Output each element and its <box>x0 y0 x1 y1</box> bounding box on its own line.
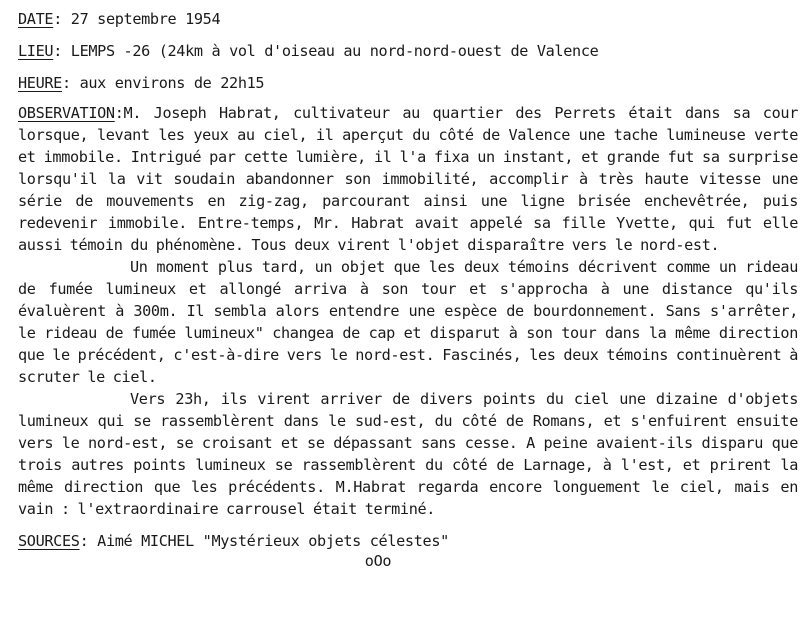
date-line: DATE: 27 septembre 1954 <box>18 10 221 28</box>
observation-text-1: M. Joseph Habrat, cultivateur au quartier des Perrets était dans sa cour lorsque, levant les yeux au ciel, il aperçut du côté de Valence une tache lumineuse verte et immobile. Intrigué par cette lumière, il l'a fixa un instant, et grande fut sa surprise lorsqu'il la vit soudain abandonner son immobilité, accomplir à très haute vitesse une série de mouvements en zig-zag, parcourant ainsi une ligne brisée enchevêtrée, puis redevenir immobile. Entre-temps, Mr. Habrat avait appelé sa fille Yvette, qui fut elle aussi témoin du phénomène. Tous deux virent l'objet disparaître vers le nord-est. <box>18 104 798 254</box>
observation-label: OBSERVATION <box>18 104 115 122</box>
date-value: 27 septembre 1954 <box>70 10 221 28</box>
document-page <box>18 8 798 570</box>
heure-label: HEURE <box>18 74 62 92</box>
heure-line: HEURE: aux environs de 22h15 <box>18 74 265 92</box>
sources-label: SOURCES <box>18 532 80 550</box>
lieu-line: LIEU: LEMPS -26 (24km à vol d'oiseau au nord-nord-ouest de Valence <box>18 42 599 60</box>
sources-value: Aimé MICHEL "Mystérieux objets célestes" <box>97 532 449 550</box>
observation-paragraph-3: Vers 23h, ils virent arriver de divers points du ciel une dizaine d'objets lumineux qui se rassemblèrent dans le sud-est, du côté de Romans, et s'enfuirent ensuite vers le nord-est, se croisant et se dépassant sans cesse. A peine avaient-ils disparu que trois autres points lumineux se rassemblèrent du côté de Larnage, à l'est, et prirent la même direction que les précédents. M.Habrat regarda encore longuement le ciel, mais en vain : l'extraordinaire carrousel était terminé. <box>18 390 798 518</box>
observation-paragraph-1: OBSERVATION:M. Joseph Habrat, cultivateur au quartier des Perrets était dans sa cour lorsque, levant les yeux au ciel, il aperçut du côté de Valence une tache lumineuse verte et immobile. Intrigué par cette lumière, il l'a fixa un instant, et grande fut sa surprise lorsqu'il la vit soudain abandonner son immobilité, accomplir à très haute vitesse une série de mouvements en zig-zag, parcourant ainsi une ligne brisée enchevêtrée, puis redevenir immobile. Entre-temps, Mr. Habrat avait appelé sa fille Yvette, qui fut elle aussi témoin du phénomène. Tous deux virent l'objet disparaître vers le nord-est. <box>18 104 798 254</box>
lieu-value: LEMPS -26 (24km à vol d'oiseau au nord-nord-ouest de Valence <box>70 42 599 60</box>
heure-value: aux environs de 22h15 <box>79 74 265 92</box>
observation-paragraph-2: Un moment plus tard, un objet que les deux témoins décrivent comme un rideau de fumée lumineux et allongé arriva à son tour et s'approcha à une distance qu'ils évaluèrent à 300m. Il sembla alors entendre une espèce de bourdonnement. Sans s'arrêter, le rideau de fumée lumineux" changea de cap et disparut à son tour dans la même direction que le précédent, c'est-à-dire vers le nord-est. Fascinés, les deux témoins continuèrent à scruter le ciel. <box>18 258 798 386</box>
lieu-label: LIEU <box>18 42 54 60</box>
sources-line: SOURCES: Aimé MICHEL "Mystérieux objets célestes" <box>18 532 449 550</box>
end-mark: oOo <box>364 552 392 570</box>
date-label: DATE <box>18 10 54 28</box>
